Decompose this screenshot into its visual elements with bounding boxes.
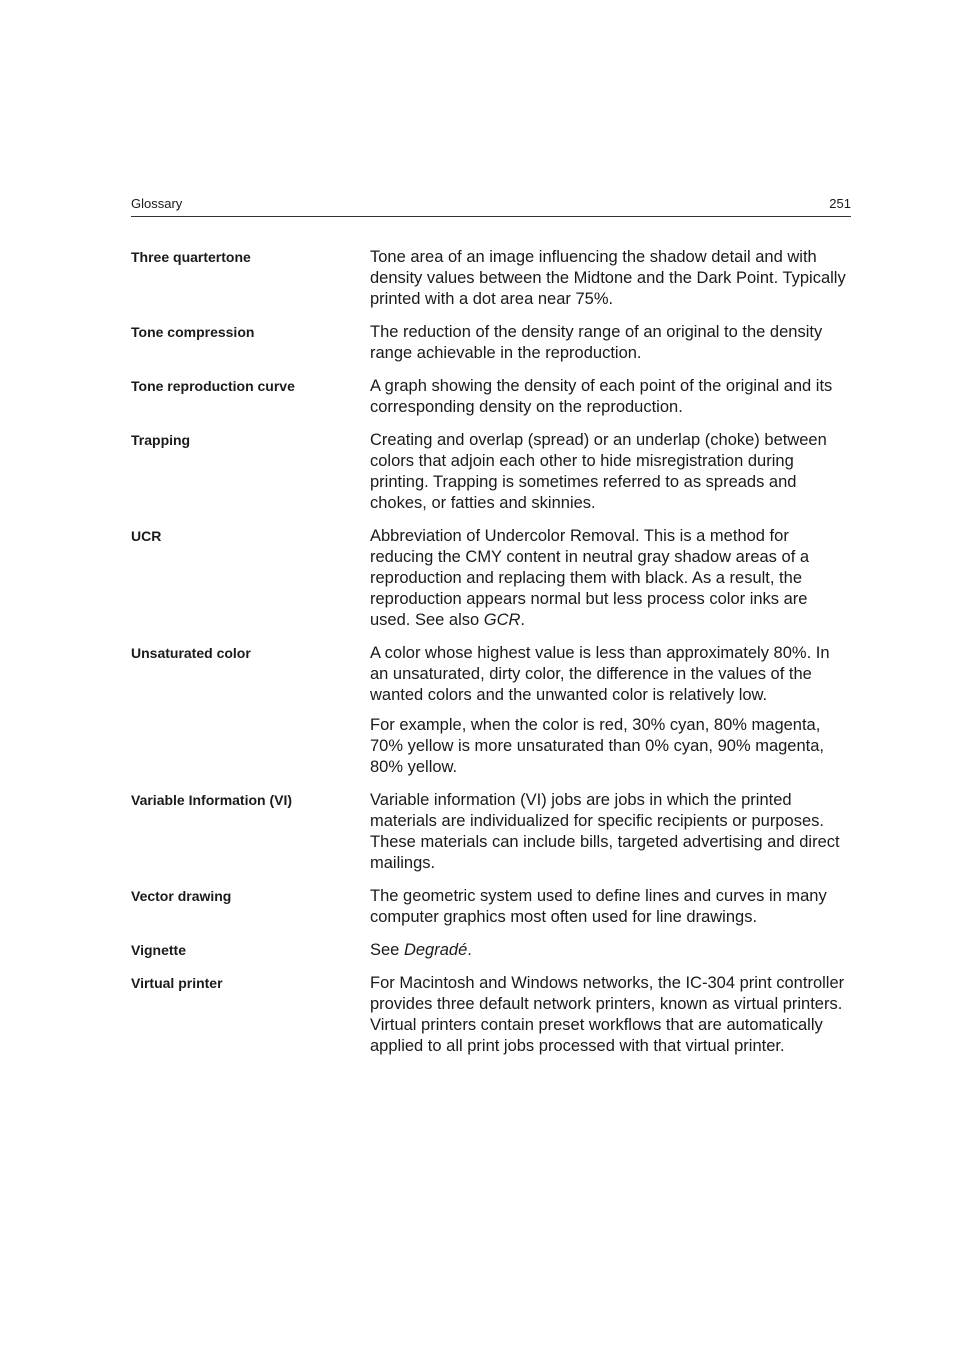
definition-text: A graph showing the density of each point of the original and its corresponding density on the reproduction. [370, 377, 833, 416]
cross-reference: GCR [483, 611, 521, 629]
glossary-definition [370, 247, 851, 310]
glossary-entry [131, 790, 851, 874]
glossary-term: UCR [131, 528, 162, 544]
definition-text: For Macintosh and Windows networks, the IC-304 print controller provides three default network printers, known as virtual printers. Virtual printers contain preset workflows that are automatically applied to all print jobs processed with that virtual printer. [370, 974, 845, 1055]
definition-paragraph [370, 940, 851, 961]
glossary-term: Tone reproduction curve [131, 378, 295, 394]
definition-paragraph [370, 643, 851, 706]
glossary-entry [131, 973, 851, 1057]
definition-paragraph [370, 973, 851, 1057]
glossary-term: Three quartertone [131, 249, 251, 265]
page-header [131, 194, 851, 217]
definition-paragraph [370, 322, 851, 364]
definition-text: A color whose highest value is less than approximately 80%. In an unsaturated, dirty color, the difference in the values of the wanted colors and the unwanted color is relatively low. [370, 644, 830, 704]
glossary-term: Virtual printer [131, 975, 223, 991]
definition-text: Tone area of an image influencing the shadow detail and with density values between the Midtone and the Dark Point. Typically printed with a dot area near 75%. [370, 248, 846, 308]
glossary-definition [370, 973, 851, 1057]
definition-paragraph [370, 790, 851, 874]
definition-text: See [370, 941, 404, 959]
glossary-entry [131, 886, 851, 928]
glossary-list [131, 247, 851, 1069]
definition-paragraph [370, 526, 851, 631]
glossary-definition [370, 430, 851, 514]
definition-text-end: . [520, 611, 526, 629]
glossary-definition [370, 376, 851, 418]
definition-text: The reduction of the density range of an original to the density range achievable in the reproduction. [370, 323, 823, 362]
definition-text-end: . [467, 941, 472, 959]
cross-reference: Degradé [403, 941, 468, 959]
definition-text: Variable information (VI) jobs are jobs in which the printed materials are individualized for specific recipients or purposes. These materials can include bills, targeted advertising and direct mailings. [370, 791, 840, 872]
definition-text: Abbreviation of Undercolor Removal. This is a method for reducing the CMY content in neutral gray shadow areas of a reproduction and replacing them with black. As a result, the reproduction appears normal but less process color inks are used. See also [370, 527, 810, 629]
glossary-definition [370, 322, 851, 364]
definition-paragraph [370, 247, 851, 310]
glossary-term: Variable Information (VI) [131, 792, 293, 808]
glossary-entry [131, 322, 851, 364]
definition-text: For example, when the color is red, 30% cyan, 80% magenta, 70% yellow is more unsaturated than 0% cyan, 90% magenta, 80% yellow. [370, 716, 825, 776]
glossary-entry [131, 247, 851, 310]
glossary-definition [370, 886, 851, 928]
glossary-definition [370, 940, 851, 961]
definition-text: The geometric system used to define lines and curves in many computer graphics most often used for line drawings. [370, 887, 827, 926]
definition-paragraph [370, 430, 851, 514]
section-title: Glossary [131, 196, 183, 211]
glossary-definition [370, 526, 851, 631]
glossary-term: Trapping [131, 432, 191, 448]
glossary-term: Tone compression [131, 324, 255, 340]
definition-paragraph [370, 886, 851, 928]
definition-text: Creating and overlap (spread) or an underlap (choke) between colors that adjoin each other to hide misregistration during printing. Trapping is sometimes referred to as spreads and chokes, or fatties and skinnies. [370, 431, 827, 512]
glossary-entry [131, 940, 851, 961]
glossary-definition [370, 790, 851, 874]
glossary-term: Unsaturated color [131, 645, 251, 661]
glossary-entry [131, 430, 851, 514]
definition-paragraph [370, 715, 851, 778]
glossary-entry [131, 376, 851, 418]
definition-paragraph [370, 376, 851, 418]
glossary-term: Vignette [131, 942, 186, 958]
glossary-entry [131, 643, 851, 778]
page-number: 251 [829, 196, 851, 211]
glossary-term: Vector drawing [131, 888, 232, 904]
glossary-definition [370, 643, 851, 778]
glossary-entry [131, 526, 851, 631]
